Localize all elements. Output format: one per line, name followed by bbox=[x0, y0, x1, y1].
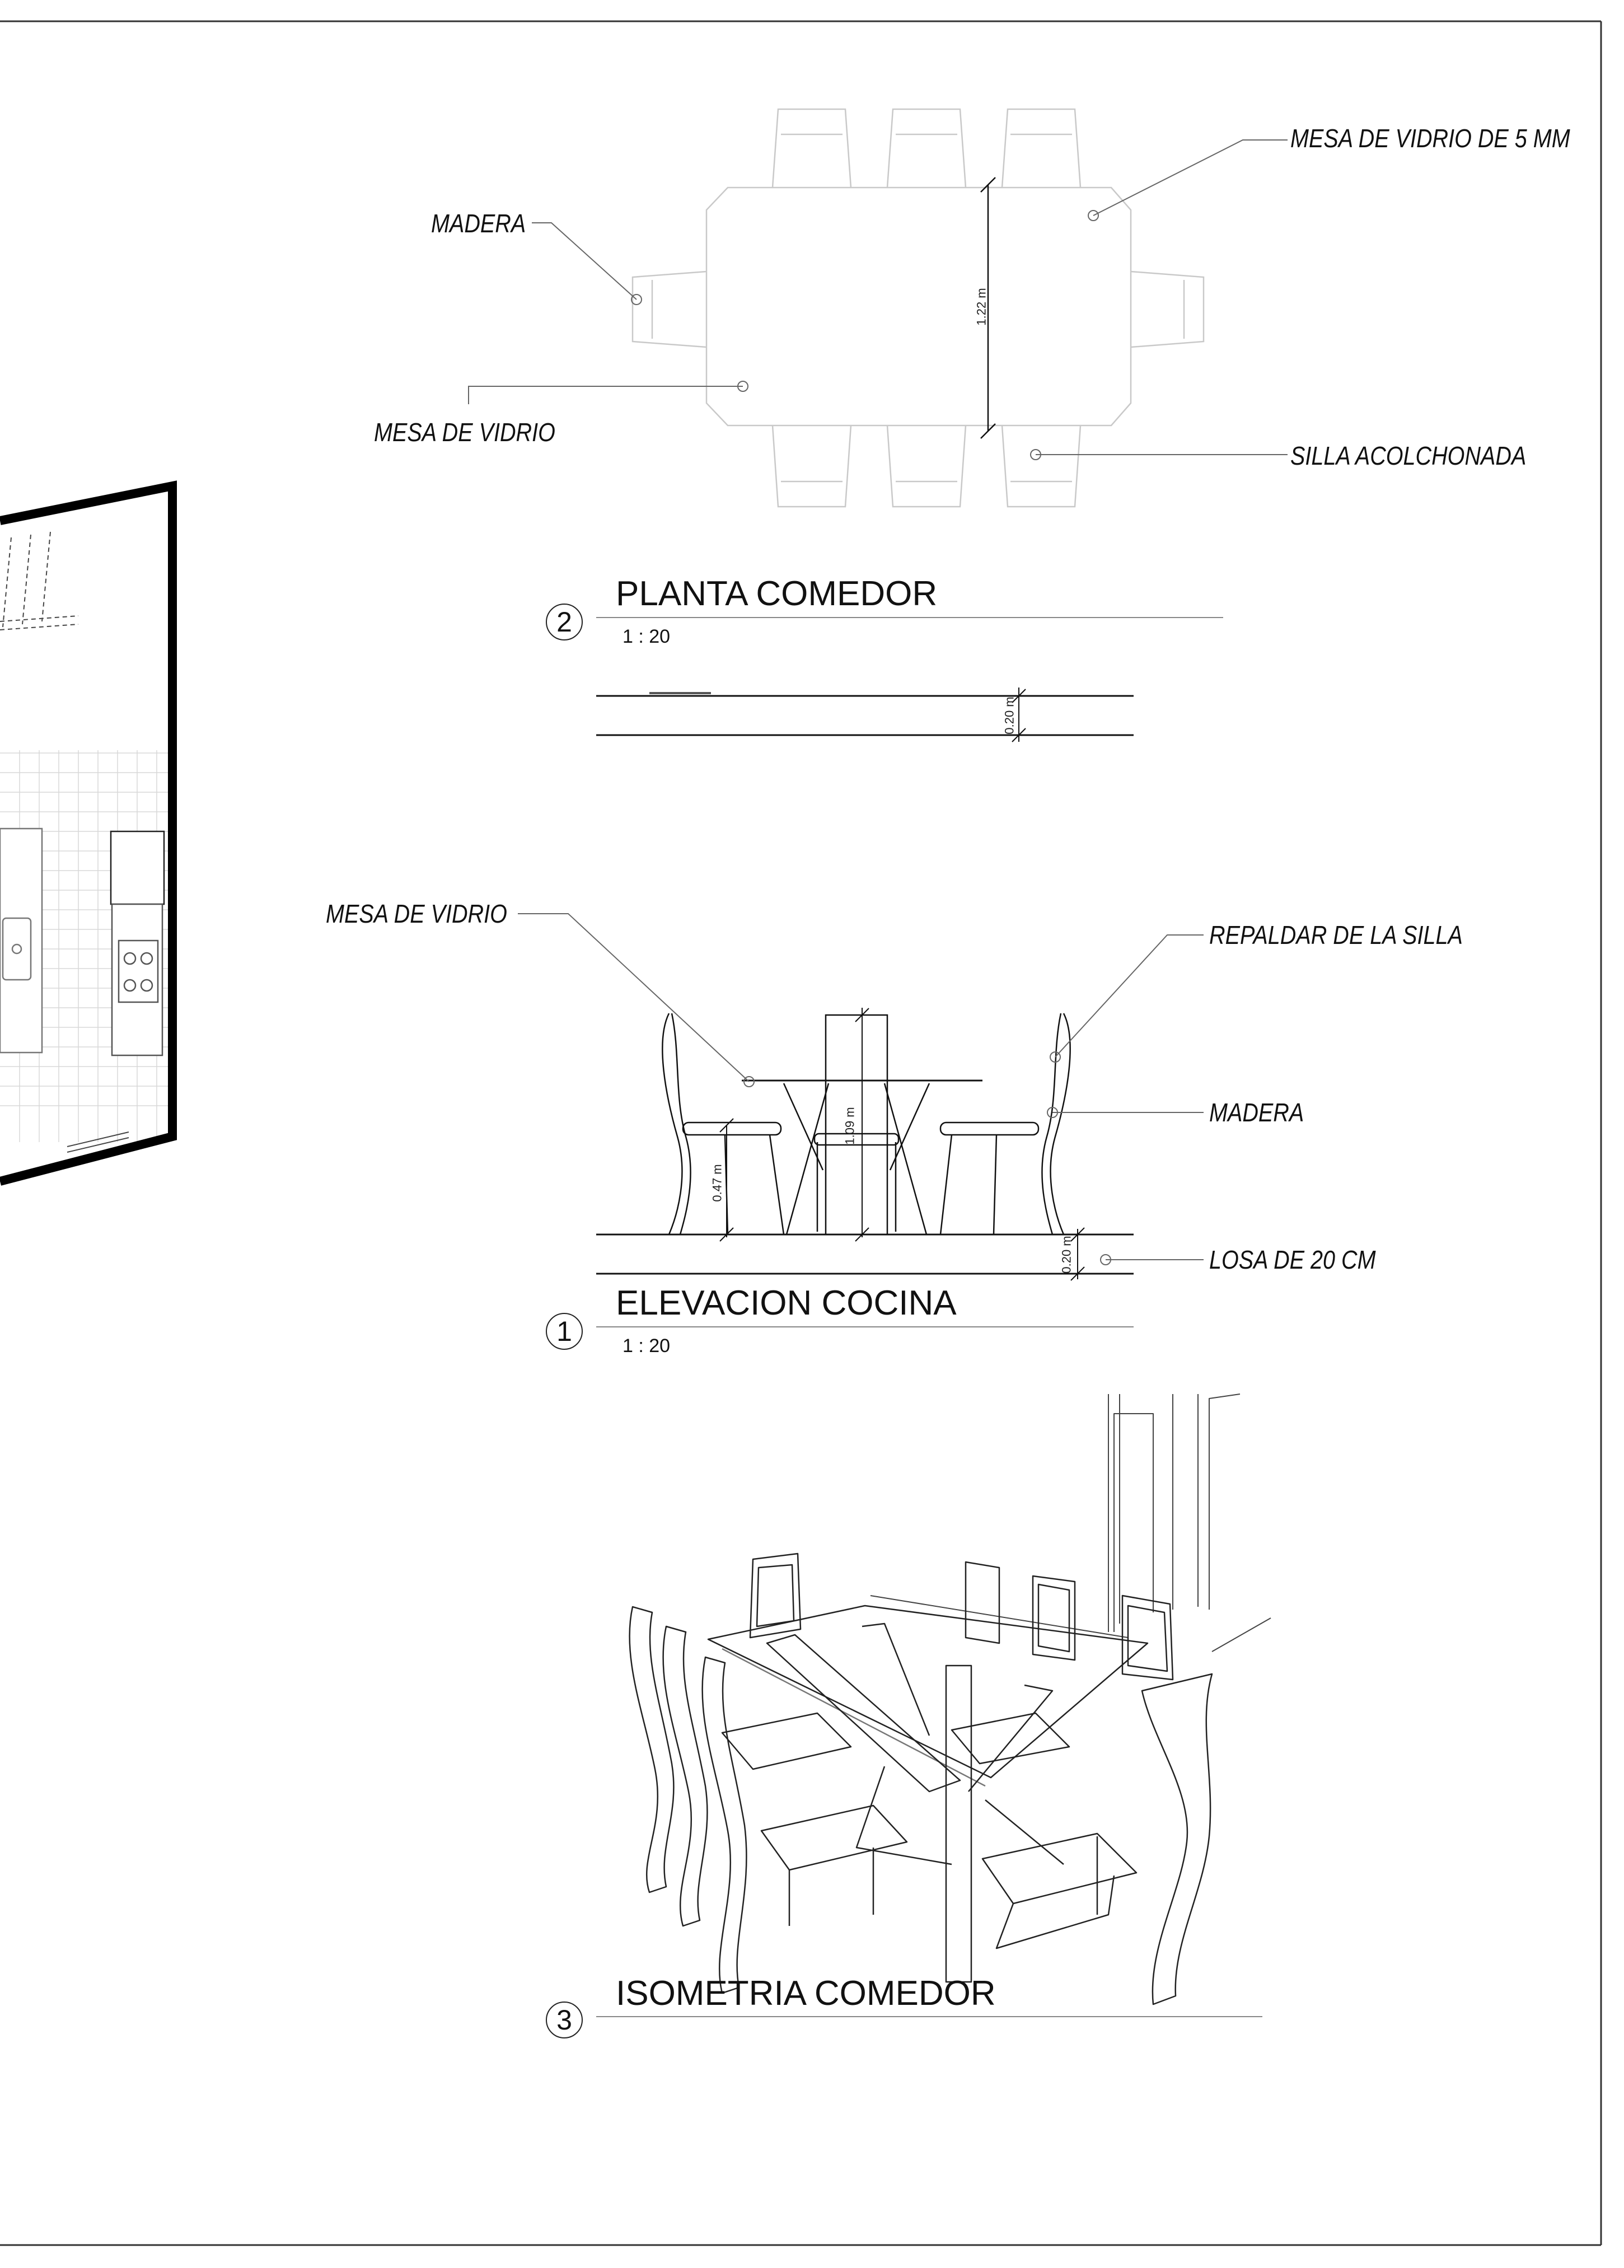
iso-left-chairs bbox=[630, 1607, 907, 1993]
note-wood-plan: MADERA bbox=[431, 209, 526, 238]
view-number-1: 1 bbox=[546, 1313, 583, 1350]
kitchen-floor-plan bbox=[0, 486, 172, 1181]
note-glass-table-elevation: MESA DE VIDRIO bbox=[326, 899, 507, 928]
dim-seat-height: 0.47 m bbox=[710, 1164, 724, 1202]
dim-table-height: 1.09 m bbox=[843, 1107, 857, 1145]
dining-plan-view bbox=[633, 109, 1204, 507]
dim-table-depth: 1.22 m bbox=[974, 288, 989, 326]
view-scale-1: 1 : 20 bbox=[623, 1335, 671, 1357]
view-title-isometria-comedor: ISOMETRIA COMEDOR bbox=[616, 1974, 996, 2013]
view-title-elevacion-cocina: ELEVACION COCINA bbox=[616, 1284, 957, 1322]
plan-table-top bbox=[706, 188, 1131, 425]
dim-slab-elevation: 0.20 m bbox=[1059, 1236, 1074, 1274]
counter-and-range bbox=[111, 831, 164, 1055]
iso-wall-and-door bbox=[870, 1394, 1271, 1652]
dim-slab-plan: 0.20 m bbox=[1002, 696, 1017, 735]
note-slab: LOSA DE 20 CM bbox=[1209, 1245, 1376, 1274]
view-number-2: 2 bbox=[546, 604, 583, 640]
iso-right-chairs bbox=[952, 1674, 1212, 2004]
elevation-leaders bbox=[518, 914, 1204, 1265]
view-title-planta-comedor: PLANTA COMEDOR bbox=[616, 574, 938, 613]
iso-wood-base bbox=[767, 1624, 1064, 1982]
note-wood-elevation: MADERA bbox=[1209, 1098, 1304, 1127]
elevation-chair-right bbox=[940, 1013, 1070, 1234]
note-glass-table-plan: MESA DE VIDRIO bbox=[374, 418, 555, 447]
kitchen-island bbox=[0, 829, 42, 1053]
view-number-3: 3 bbox=[546, 2002, 583, 2038]
stair-hatch bbox=[0, 532, 78, 630]
plan-chairs-bottom bbox=[773, 425, 1080, 507]
note-chair-back: REPALDAR DE LA SILLA bbox=[1209, 920, 1463, 950]
note-padded-chair: SILLA ACOLCHONADA bbox=[1290, 441, 1527, 470]
sheet-border bbox=[0, 21, 1601, 2245]
view-scale-2: 1 : 20 bbox=[623, 626, 671, 647]
isometric-dining-set bbox=[630, 1394, 1271, 2004]
elevation-table-legs bbox=[784, 1083, 929, 1234]
note-glass-5mm: MESA DE VIDRIO DE 5 MM bbox=[1290, 124, 1570, 153]
slab-section-plan bbox=[596, 688, 1134, 742]
plan-chairs-ends bbox=[633, 272, 1204, 347]
plan-chairs-top bbox=[773, 109, 1080, 188]
